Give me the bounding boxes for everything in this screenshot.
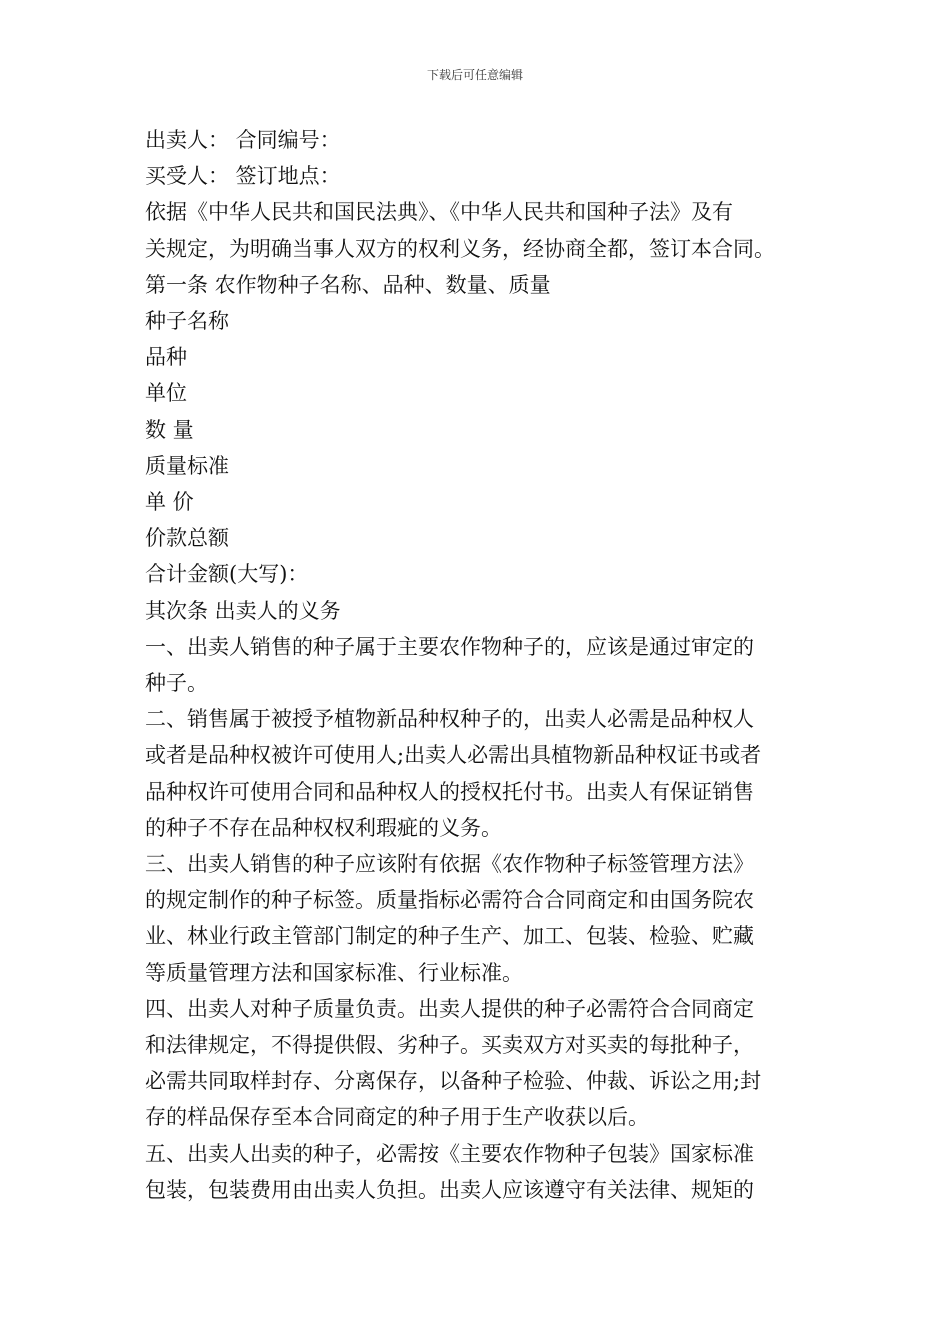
clause-5-line-2: 包装，包装费用由出卖人负担。出卖人应该遵守有关法律、规矩的	[145, 1177, 754, 1202]
field-total-amount-capital: 合计金额(大写)：	[145, 562, 309, 587]
clause-1-line-2: 种子。	[145, 671, 208, 696]
field-quality-standard: 质量标准	[145, 453, 229, 478]
clause-2-line-4: 的种子不存在品种权权利瑕疵的义务。	[145, 815, 502, 840]
clause-2-line-3: 品种权许可使用合同和品种权人的授权托付书。出卖人有保证销售	[145, 779, 754, 804]
clause-4-line-2: 和法律规定，不得提供假、劣种子。买卖双方对买卖的每批种子，	[145, 1033, 754, 1058]
clause-3-line-1: 三、出卖人销售的种子应该附有依据《农作物种子标签管理方法》	[145, 852, 754, 877]
field-variety: 品种	[145, 345, 187, 370]
clause-5-line-1: 五、出卖人出卖的种子，必需按《主要农作物种子包装》国家标准	[145, 1141, 754, 1166]
preamble-line-2: 关规定，为明确当事人双方的权利义务，经协商全都，签订本合同。	[145, 236, 775, 261]
buyer-signing-place-line: 买受人： 签订地点：	[145, 164, 341, 189]
clause-3-line-2: 的规定制作的种子标签。质量指标必需符合合同商定和由国务院农	[145, 888, 754, 913]
clause-2-line-1: 二、销售属于被授予植物新品种权种子的，出卖人必需是品种权人	[145, 707, 754, 732]
clause-3-line-3: 业、林业行政主管部门制定的种子生产、加工、包装、检验、贮藏	[145, 924, 754, 949]
contract-body	[145, 122, 815, 1208]
clause-3-line-4: 等质量管理方法和国家标准、行业标准。	[145, 960, 523, 985]
seller-contract-number-line: 出卖人： 合同编号：	[145, 128, 341, 152]
field-total-price: 价款总额	[145, 526, 229, 551]
preamble-line-1: 依据《中华人民共和国民法典》、《中华人民共和国种子法》及有	[145, 200, 733, 225]
field-unit: 单位	[145, 381, 187, 406]
article-2-heading: 其次条 出卖人的义务	[145, 598, 341, 623]
field-unit-price: 单 价	[145, 490, 194, 515]
clause-2-line-2: 或者是品种权被许可使用人;出卖人必需出具植物新品种权证书或者	[145, 743, 762, 768]
clause-4-line-4: 存的样品保存至本合同商定的种子用于生产收获以后。	[145, 1105, 649, 1130]
page-header-note: 下载后可任意编辑	[426, 68, 523, 82]
article-1-heading: 第一条 农作物种子名称、品种、数量、质量	[145, 272, 551, 297]
clause-4-line-3: 必需共同取样封存、分离保存，以备种子检验、仲裁、诉讼之用;封	[145, 1069, 762, 1094]
field-quantity: 数 量	[145, 417, 194, 442]
clause-1-line-1: 一、出卖人销售的种子属于主要农作物种子的，应该是通过审定的	[145, 634, 754, 659]
field-seed-name: 种子名称	[145, 309, 229, 334]
clause-4-line-1: 四、出卖人对种子质量负责。出卖人提供的种子必需符合合同商定	[145, 996, 754, 1021]
